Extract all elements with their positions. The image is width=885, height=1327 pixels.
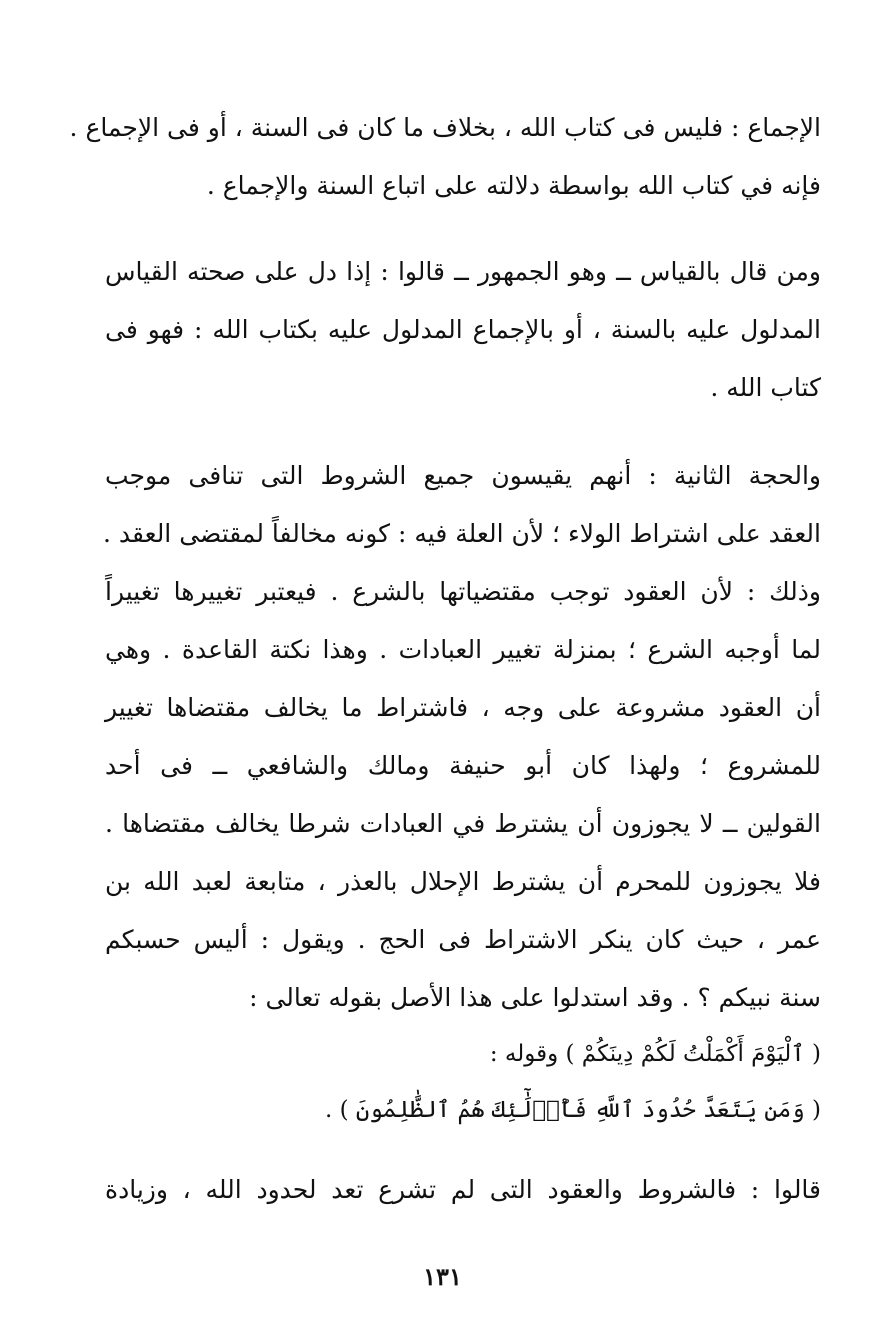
page-number: ١٣١ (423, 1262, 462, 1291)
quran-verse: ( وَمَن يَتَعَدَّ حُدُودَ ٱللَّهِ فَأُو۟لَٰٓئِكَ هُمُ ٱلظَّٰلِمُونَ ) . (324, 1097, 821, 1123)
text-line: فإنه في كتاب الله بواسطة دلالته على اتباع السنة والإجماع . (206, 171, 821, 200)
text-line: القولين ــ لا يجوزون أن يشترط في العبادات شرطا يخالف مقتضاها . (105, 809, 821, 838)
text-line: فلا يجوزون للمحرم أن يشترط الإحلال بالعذر ، متابعة لعبد الله بن (105, 867, 821, 896)
text-line: العقد على اشتراط الولاء ؛ لأن العلة فيه : كونه مخالفاً لمقتضى العقد . (102, 519, 821, 548)
text-line: سنة نبيكم ؟ . وقد استدلوا على هذا الأصل بقوله تعالى : (249, 983, 821, 1012)
text-line: عمر ، حيث كان ينكر الاشتراط فى الحج . ويقول : أليس حسبكم (105, 925, 821, 954)
text-line: والحجة الثانية : أنهم يقيسون جميع الشروط التى تنافى موجب (105, 461, 821, 490)
text-line: للمشروع ؛ ولهذا كان أبو حنيفة ومالك والشافعي ــ فى أحد (105, 751, 821, 780)
text-line: المدلول عليه بالسنة ، أو بالإجماع المدلول عليه بكتاب الله : فهو فى (105, 315, 821, 344)
text-line: لما أوجبه الشرع ؛ بمنزلة تغيير العبادات . وهذا نكتة القاعدة . وهي (105, 635, 821, 664)
text-line: قالوا : فالشروط والعقود التى لم تشرع تعد لحدود الله ، وزيادة (105, 1175, 821, 1204)
text-line: ومن قال بالقياس ــ وهو الجمهور ــ قالوا : إذا دل على صحته القياس (105, 257, 821, 286)
quran-verse: ( ٱلْيَوْمَ أَكْمَلْتُ لَكُمْ دِينَكُمْ ) وقوله : (489, 1041, 821, 1067)
text-line: وذلك : لأن العقود توجب مقتضياتها بالشرع . فيعتبر تغييرها تغييراً (105, 577, 821, 606)
text-line: أن العقود مشروعة على وجه ، فاشتراط ما يخالف مقتضاها تغيير (105, 693, 821, 722)
text-line: الإجماع : فليس فى كتاب الله ، بخلاف ما كان فى السنة ، أو فى الإجماع . (69, 113, 821, 142)
text-line: كتاب الله . (710, 373, 821, 402)
